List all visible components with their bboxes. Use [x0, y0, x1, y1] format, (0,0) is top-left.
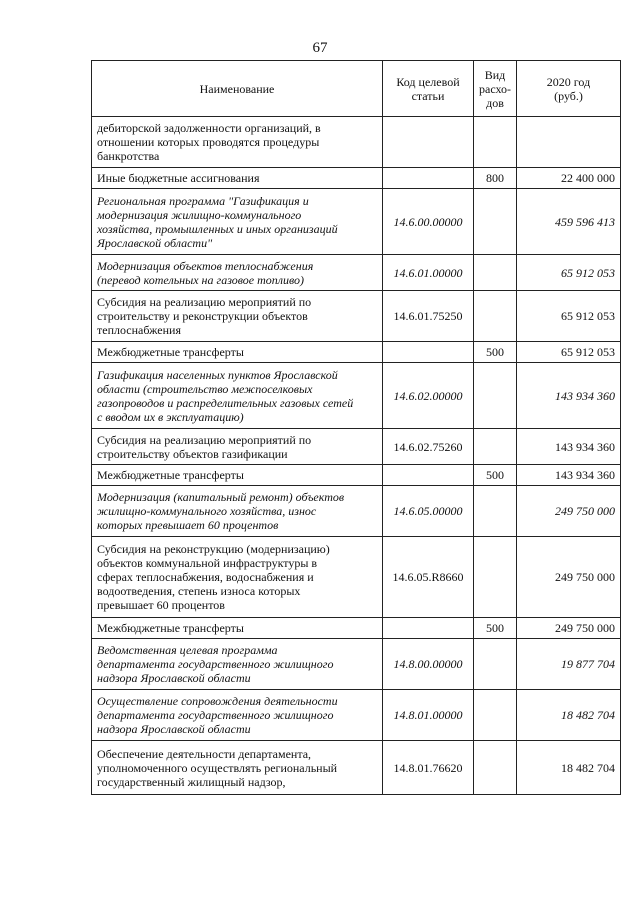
table-row: [92, 486, 621, 537]
row-expense-type: [474, 486, 517, 537]
row-amount: 18 482 704: [517, 690, 621, 741]
row-name: [92, 429, 383, 465]
row-name-line: Субсидия на реконструкцию (модернизацию): [97, 542, 330, 556]
row-name-line: Субсидия на реализацию мероприятий по: [97, 432, 312, 447]
row-name-line: дебиторской задолженности организаций, в: [97, 121, 321, 135]
row-name: [92, 465, 383, 486]
row-name-line: с вводом их в эксплуатацию): [97, 409, 244, 424]
row-name-line: строительству объектов газификации: [97, 446, 288, 461]
page-number: 67: [312, 40, 328, 56]
row-name-line: Субсидия на реализацию мероприятий по: [97, 295, 312, 309]
row-expense-type: [474, 189, 517, 255]
table-row: [92, 429, 621, 465]
row-name: [92, 189, 383, 255]
row-expense-type: [474, 741, 517, 795]
header-amount: [517, 61, 621, 117]
row-name-line: Региональная программа "Газификация и: [97, 193, 309, 208]
row-amount: 459 596 413: [517, 189, 621, 255]
row-code: 14.8.01.76620: [383, 741, 474, 795]
row-name-line: банкротства: [97, 149, 160, 163]
row-name-line: уполномоченного осуществлять региональный: [97, 760, 338, 775]
row-expense-type: 500: [474, 342, 517, 363]
header-code: [383, 61, 474, 117]
table-row: [92, 117, 621, 168]
row-amount: [517, 117, 621, 168]
row-name-line: объектов коммунальной инфраструктуры в: [97, 556, 318, 570]
row-amount: 65 912 053: [517, 291, 621, 342]
row-expense-type: 800: [474, 168, 517, 189]
header-code-line: статьи: [411, 88, 445, 103]
row-expense-type: [474, 291, 517, 342]
header-type-line: Вид: [484, 67, 506, 82]
row-name: [92, 168, 383, 189]
row-code: 14.6.01.00000: [383, 255, 474, 291]
row-amount: 19 877 704: [517, 639, 621, 690]
row-expense-type: [474, 117, 517, 168]
row-name: [92, 741, 383, 795]
header-name: Наименование: [92, 61, 383, 117]
table-row: [92, 465, 621, 486]
row-code: [383, 342, 474, 363]
row-amount: 249 750 000: [517, 486, 621, 537]
table-row: [92, 291, 621, 342]
row-name-line: теплоснабжения: [97, 323, 181, 337]
row-amount: 65 912 053: [517, 342, 621, 363]
row-expense-type: 500: [474, 618, 517, 639]
row-name: [92, 255, 383, 291]
table-row: [92, 741, 621, 795]
row-amount: 65 912 053: [517, 255, 621, 291]
row-expense-type: [474, 363, 517, 429]
row-name-line: Иные бюджетные ассигнования: [97, 171, 260, 185]
row-code: [383, 465, 474, 486]
row-name-line: модернизация жилищно-коммунального: [97, 207, 302, 222]
row-amount: 143 934 360: [517, 465, 621, 486]
row-amount: 18 482 704: [517, 741, 621, 795]
row-name-line: надзора Ярославской области: [97, 671, 251, 685]
row-name-line: надзора Ярославской области: [97, 722, 251, 736]
row-amount: 249 750 000: [517, 618, 621, 639]
row-name-line: Осуществление сопровождения деятельности: [97, 694, 338, 708]
row-name-line: превышает 60 процентов: [97, 598, 225, 612]
row-expense-type: [474, 639, 517, 690]
row-name: [92, 537, 383, 618]
row-name-line: Ярославской области": [97, 235, 213, 250]
row-expense-type: [474, 429, 517, 465]
row-name: [92, 342, 383, 363]
row-expense-type: [474, 255, 517, 291]
row-name-line: Ведомственная целевая программа: [97, 643, 278, 657]
row-name-line: газопроводов и распределительных газовых сетей: [97, 395, 354, 410]
row-name-line: департамента государственного жилищного: [97, 708, 334, 722]
row-name-line: Межбюджетные трансферты: [97, 468, 244, 482]
row-name: [92, 117, 383, 168]
table-header-row: [92, 61, 621, 117]
row-name-line: сферах теплоснабжения, водоснабжения и: [97, 570, 314, 584]
row-name-line: Обеспечение деятельности департамента,: [97, 746, 312, 761]
table-row: [92, 168, 621, 189]
row-name: [92, 639, 383, 690]
budget-table: [91, 60, 621, 795]
table-row: [92, 690, 621, 741]
row-code: 14.6.00.00000: [383, 189, 474, 255]
row-expense-type: [474, 537, 517, 618]
row-name-line: государственный жилищный надзор,: [97, 774, 286, 789]
header-amount-line: (руб.): [554, 88, 583, 103]
row-name: [92, 690, 383, 741]
row-name-line: Модернизация объектов теплоснабжения: [97, 258, 314, 273]
table-row: [92, 639, 621, 690]
row-code: 14.6.05.R8660: [383, 537, 474, 618]
row-name-line: строительству и реконструкции объектов: [97, 309, 308, 323]
row-amount: 143 934 360: [517, 363, 621, 429]
row-code: 14.6.01.75250: [383, 291, 474, 342]
row-name: [92, 363, 383, 429]
row-name: [92, 291, 383, 342]
header-type: [474, 61, 517, 117]
row-code: 14.8.00.00000: [383, 639, 474, 690]
row-code: [383, 168, 474, 189]
row-name: [92, 618, 383, 639]
row-code: 14.8.01.00000: [383, 690, 474, 741]
table-row: [92, 363, 621, 429]
row-code: [383, 618, 474, 639]
row-name-line: Межбюджетные трансферты: [97, 621, 244, 635]
row-name-line: хозяйства, промышленных и иных организаций: [97, 221, 338, 236]
row-amount: 143 934 360: [517, 429, 621, 465]
row-code: [383, 117, 474, 168]
table-row: [92, 537, 621, 618]
row-name-line: водоотведения, степень износа которых: [97, 584, 301, 598]
row-expense-type: [474, 690, 517, 741]
row-name-line: (перевод котельных на газовое топливо): [97, 272, 305, 287]
table-row: [92, 618, 621, 639]
table-row: [92, 189, 621, 255]
row-amount: 249 750 000: [517, 537, 621, 618]
header-type-line: дов: [486, 95, 504, 110]
table-body: [92, 117, 621, 795]
row-expense-type: 500: [474, 465, 517, 486]
table-row: [92, 342, 621, 363]
row-name-line: отношении которых проводятся процедуры: [97, 135, 320, 149]
row-code: 14.6.02.75260: [383, 429, 474, 465]
row-name-line: Межбюджетные трансферты: [97, 345, 244, 359]
row-name-line: Модернизация (капитальный ремонт) объектов: [97, 490, 345, 504]
table-row: [92, 255, 621, 291]
header-amount-line: 2020 год: [546, 74, 591, 89]
row-name-line: которых превышает 60 процентов: [97, 518, 279, 532]
header-type-line: расхо-: [479, 81, 512, 96]
row-name-line: Газификация населенных пунктов Ярославской: [97, 367, 338, 382]
row-name: [92, 486, 383, 537]
row-name-line: жилищно-коммунального хозяйства, износ: [97, 504, 317, 518]
header-code-line: Код целевой: [396, 74, 460, 89]
row-name-line: области (строительство межпоселковых: [97, 381, 313, 396]
row-code: 14.6.05.00000: [383, 486, 474, 537]
row-amount: 22 400 000: [517, 168, 621, 189]
row-name-line: департамента государственного жилищного: [97, 657, 334, 671]
row-code: 14.6.02.00000: [383, 363, 474, 429]
